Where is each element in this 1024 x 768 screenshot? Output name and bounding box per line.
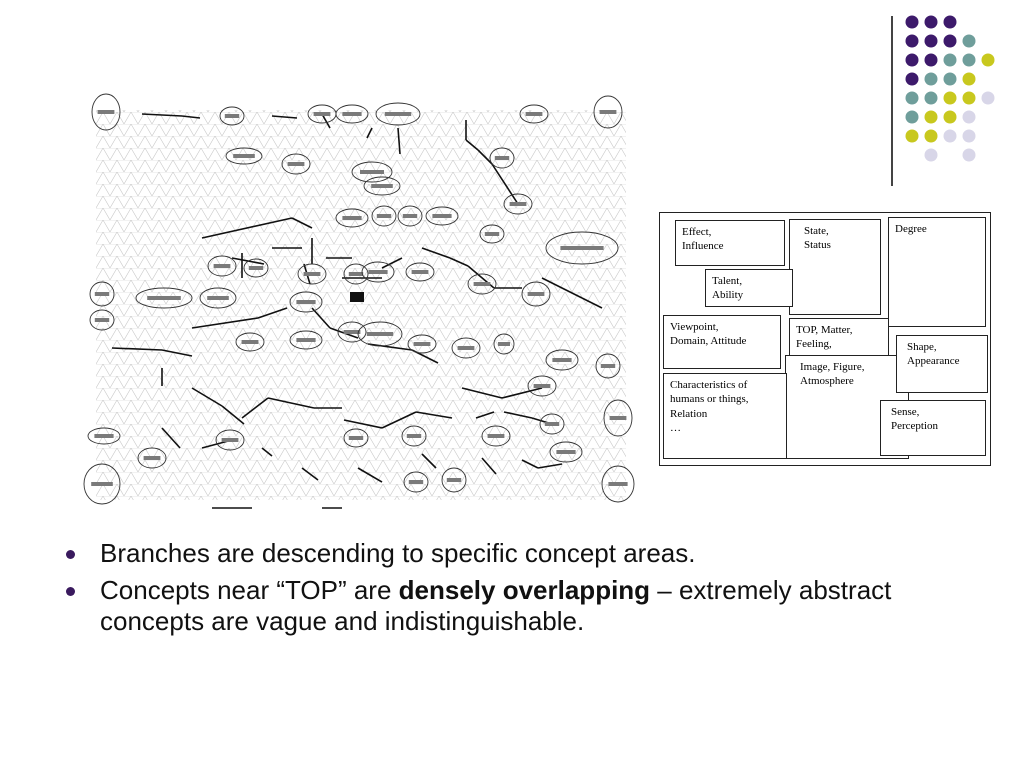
decorative-dot xyxy=(963,149,976,162)
legend-box-degree xyxy=(888,217,986,327)
map-node-text-glyphs xyxy=(314,112,331,116)
map-node-text-glyphs xyxy=(367,332,393,336)
legend-label: TOP, Matter, Feeling, xyxy=(796,324,853,351)
legend-label: Degree xyxy=(895,223,927,235)
map-node-text-glyphs xyxy=(385,112,411,116)
map-node-text-glyphs xyxy=(556,450,575,454)
decorative-dot xyxy=(925,54,938,67)
legend-box-effect xyxy=(675,220,785,266)
decorative-dot xyxy=(963,92,976,105)
decorative-dot xyxy=(906,130,919,143)
triangular-grid xyxy=(96,110,626,500)
legend-label: Shape, Appearance xyxy=(907,341,960,368)
map-node-text-glyphs xyxy=(510,202,527,206)
map-node-text-glyphs xyxy=(368,270,387,274)
decorative-dot xyxy=(944,130,957,143)
decorative-dot-grid xyxy=(898,12,1018,172)
legend-label: State, Status xyxy=(804,225,831,252)
legend-box-characteristics xyxy=(663,373,787,459)
map-node-text-glyphs xyxy=(447,478,461,482)
map-node-text-glyphs xyxy=(296,338,315,342)
map-node-text-glyphs xyxy=(214,264,231,268)
map-node-text-glyphs xyxy=(601,364,615,368)
legend-label: Image, Figure, Atmosphere xyxy=(800,361,865,388)
decorative-dot xyxy=(963,73,976,86)
decorative-dot xyxy=(982,54,995,67)
bullet-dot-icon xyxy=(66,550,75,559)
decorative-dot xyxy=(963,35,976,48)
map-node-text-glyphs xyxy=(608,482,627,486)
map-node-text-glyphs xyxy=(95,318,109,322)
map-node-text-glyphs xyxy=(526,112,543,116)
legend-box-shape xyxy=(896,335,988,393)
bullet-dot-icon xyxy=(66,587,75,596)
decorative-dot xyxy=(906,54,919,67)
map-node-text-glyphs xyxy=(288,162,305,166)
decorative-dot xyxy=(963,130,976,143)
map-node-text-glyphs xyxy=(91,482,113,486)
map-node-text-glyphs xyxy=(249,266,263,270)
decorative-dot xyxy=(925,130,938,143)
map-node-text-glyphs xyxy=(349,436,363,440)
map-node-text-glyphs xyxy=(349,272,363,276)
map-node-text-glyphs xyxy=(485,232,499,236)
map-node-text-glyphs xyxy=(610,416,627,420)
map-node-text-glyphs xyxy=(534,384,551,388)
decorative-dot xyxy=(944,54,957,67)
legend-box-sense xyxy=(880,400,986,456)
map-node-text-glyphs xyxy=(342,216,361,220)
legend-label: Characteristics of humans or things, Relation … xyxy=(670,379,749,434)
map-node-text-glyphs xyxy=(474,282,491,286)
map-node-text-glyphs xyxy=(403,214,417,218)
legend-label: Effect, Influence xyxy=(682,226,724,253)
map-node-text-glyphs xyxy=(560,246,603,250)
divider-line xyxy=(891,16,893,186)
bullet-list xyxy=(60,538,990,644)
map-node-text-glyphs xyxy=(360,170,384,174)
map-node-text-glyphs xyxy=(225,114,239,118)
map-node-text-glyphs xyxy=(98,110,115,114)
bullet-text-pre: Concepts near “TOP” are xyxy=(100,575,399,606)
decorative-dot xyxy=(963,54,976,67)
bullet-item xyxy=(60,538,990,569)
legend-box-talent xyxy=(705,269,793,307)
decorative-dot xyxy=(906,73,919,86)
decorative-dot xyxy=(925,149,938,162)
legend-label: Sense, Perception xyxy=(891,406,939,433)
decorative-dot xyxy=(982,92,995,105)
map-node-text-glyphs xyxy=(528,292,545,296)
map-node-text-glyphs xyxy=(233,154,255,158)
map-node-text-glyphs xyxy=(94,434,113,438)
decorative-dot xyxy=(925,73,938,86)
map-node-text-glyphs xyxy=(458,346,475,350)
map-node-text-glyphs xyxy=(242,340,259,344)
decorative-dot xyxy=(925,111,938,124)
map-node-text-glyphs xyxy=(498,342,510,346)
map-node-text-glyphs xyxy=(342,112,361,116)
map-node-text-glyphs xyxy=(432,214,451,218)
decorative-dot xyxy=(944,35,957,48)
decorative-dot xyxy=(925,16,938,29)
decorative-dot xyxy=(944,16,957,29)
bullet-item xyxy=(60,575,990,637)
map-node-text-glyphs xyxy=(600,110,617,114)
decorative-dot xyxy=(944,111,957,124)
legend-diagram xyxy=(659,212,991,466)
bullet-text-bold: densely overlapping xyxy=(398,575,651,606)
map-node-text-glyphs xyxy=(488,434,505,438)
map-node-text-glyphs xyxy=(409,480,423,484)
legend-label: Viewpoint, Domain, Attitude xyxy=(670,321,747,348)
decorative-dot xyxy=(906,16,919,29)
map-node-text-glyphs xyxy=(304,272,321,276)
map-node-text-glyphs xyxy=(222,438,239,442)
decorative-dot xyxy=(944,92,957,105)
legend-box-viewpoint xyxy=(663,315,781,369)
map-node-text-glyphs xyxy=(407,434,421,438)
map-node-text-glyphs xyxy=(371,184,393,188)
decorative-dot xyxy=(963,111,976,124)
concept-map-figure xyxy=(82,88,640,520)
bullet-text: Branches are descending to specific concept areas. xyxy=(100,538,696,568)
decorative-dot xyxy=(906,35,919,48)
legend-box-state xyxy=(789,219,881,315)
map-node-text-glyphs xyxy=(495,156,509,160)
map-node-text-glyphs xyxy=(144,456,161,460)
legend-label: Talent, Ability xyxy=(712,275,744,302)
map-node-text-glyphs xyxy=(412,270,429,274)
decorative-dot xyxy=(906,92,919,105)
decorative-dot xyxy=(925,35,938,48)
map-node-text-glyphs xyxy=(552,358,571,362)
decorative-dot xyxy=(906,111,919,124)
map-node-text-glyphs xyxy=(296,300,315,304)
map-node-text-glyphs xyxy=(207,296,229,300)
map-node-text-glyphs xyxy=(95,292,109,296)
map-node-text-glyphs xyxy=(147,296,181,300)
map-node-text-glyphs xyxy=(414,342,431,346)
decorative-dot xyxy=(944,73,957,86)
map-node-text-glyphs xyxy=(377,214,391,218)
top-marker xyxy=(350,292,364,302)
map-node-text-glyphs xyxy=(545,422,559,426)
decorative-dot xyxy=(925,92,938,105)
bullet-text-post: – extremely abstract concepts are vague and indistinguishable. xyxy=(100,575,892,637)
